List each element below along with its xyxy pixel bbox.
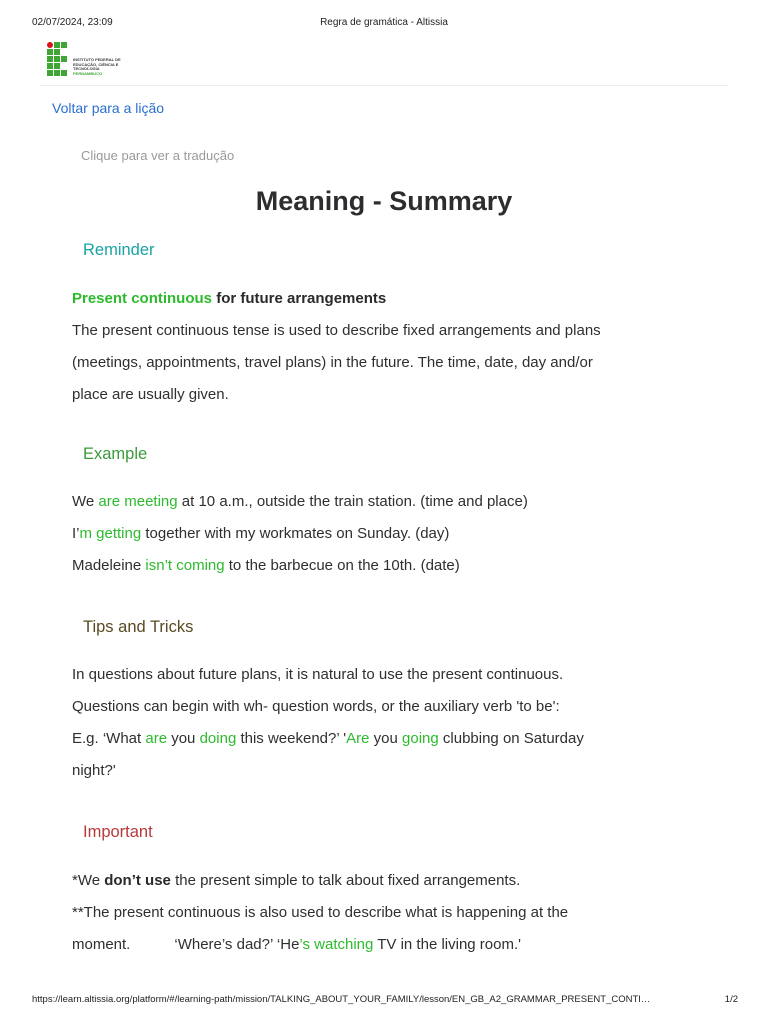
print-url: https://learn.altissia.org/platform/#/learning-path/mission/TALKING_ABOUT_YOUR_FAMILY/lesson/EN_GB_A2_GRAMMAR_PRESENT_CONTI… bbox=[32, 994, 651, 1005]
example-sentence-1: We are meeting at 10 a.m., outside the train station. (time and place) bbox=[72, 493, 528, 510]
translate-toggle[interactable]: Clique para ver a tradução bbox=[81, 148, 235, 163]
tips-body bbox=[72, 659, 702, 787]
important-line-1: *We don’t use the present simple to talk about fixed arrangements. bbox=[72, 872, 521, 889]
print-page-number: 1/2 bbox=[724, 994, 738, 1005]
tips-line-4: night?' bbox=[72, 762, 116, 779]
reminder-line-1: The present continuous tense is used to describe fixed arrangements and plans bbox=[72, 322, 601, 339]
reminder-line-3: place are usually given. bbox=[72, 386, 229, 403]
logo-bar bbox=[40, 40, 728, 86]
reminder-subtitle: Present continuous for future arrangements bbox=[72, 290, 387, 307]
example-heading: Example bbox=[83, 445, 148, 463]
important-heading: Important bbox=[83, 823, 153, 841]
example-sentence-3: Madeleine isn’t coming to the barbecue on the 10th. (date) bbox=[72, 557, 460, 574]
print-page-title: Regra de gramática - Altissia bbox=[320, 17, 448, 28]
print-datetime: 02/07/2024, 23:09 bbox=[32, 17, 113, 28]
example-body bbox=[72, 486, 702, 582]
logo-grid-icon bbox=[47, 42, 71, 76]
tips-heading: Tips and Tricks bbox=[83, 618, 194, 636]
example-sentence-2: I’m getting together with my workmates on Sunday. (day) bbox=[72, 525, 450, 542]
important-body bbox=[72, 865, 702, 961]
important-line-3: moment. ‘Where’s dad?’ ‘He’s watching TV in the living room.' bbox=[72, 936, 522, 953]
ifpe-logo-icon bbox=[47, 42, 137, 78]
page-title: Meaning - Summary bbox=[255, 186, 513, 216]
reminder-heading: Reminder bbox=[83, 241, 155, 259]
logo-text: INSTITUTO FEDERAL DE EDUCAÇÃO, CIÊNCIA E TECNOLOGIA PERNAMBUCO bbox=[73, 57, 121, 76]
reminder-line-2: (meetings, appointments, travel plans) in the future. The time, date, day and/or bbox=[72, 354, 593, 371]
important-line-2: **The present continuous is also used to describe what is happening at the bbox=[72, 904, 569, 921]
reminder-body bbox=[72, 283, 702, 411]
back-to-lesson-link[interactable]: Voltar para a lição bbox=[52, 100, 165, 116]
print-header bbox=[0, 17, 768, 31]
tips-line-1: In questions about future plans, it is natural to use the present continuous. bbox=[72, 666, 564, 683]
tips-line-3: E.g. ‘What are you doing this weekend?’ 'Are you going clubbing on Saturday bbox=[72, 730, 584, 747]
tips-line-2: Questions can begin with wh- question words, or the auxiliary verb 'to be': bbox=[72, 698, 560, 715]
